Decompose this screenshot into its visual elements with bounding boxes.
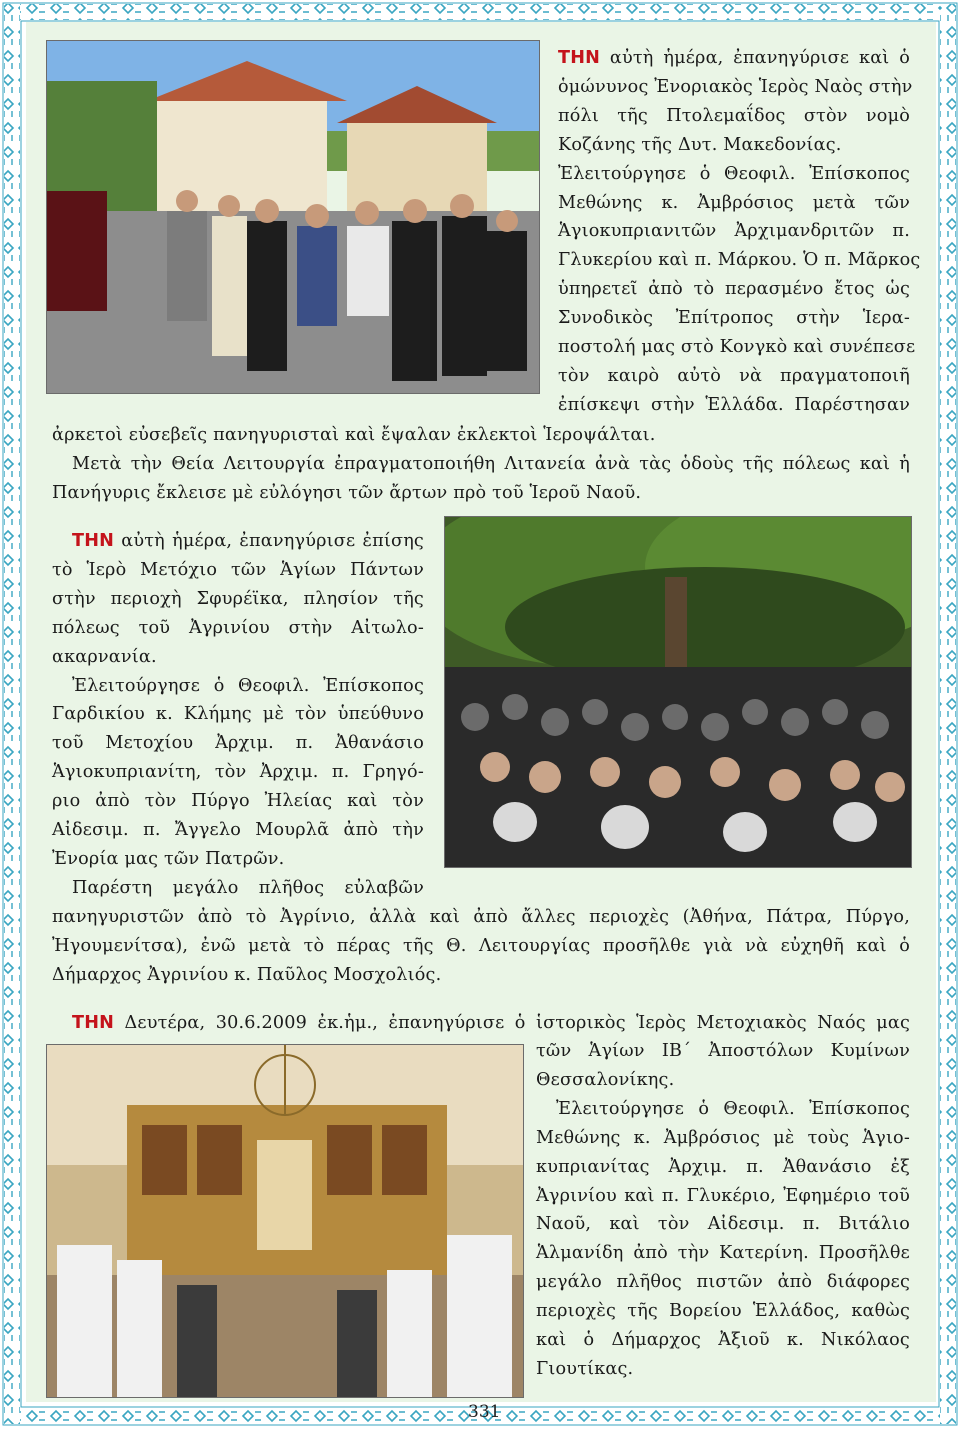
text-line: ακαρνανία. [52, 646, 157, 667]
text-line: πόλεως τοῦ Ἀγρινίου στὴν Αἰτωλο- [52, 617, 424, 638]
text-line: Ἐλειτούργησε ὁ Θεοφιλ. Ἐπίσκοπος [558, 163, 910, 184]
text-line: Θεσσαλονίκης. [536, 1069, 675, 1090]
text-line: μεγάλο πλῆθος πιστῶν ἀπὸ διάφορες [536, 1272, 910, 1293]
text-line: Ἁλμανίδη ἀπὸ τὴν Κατερίνη. Προσῆλθε [536, 1243, 910, 1264]
text-line: Παρέστη μεγάλο πλῆθος εὐλαβῶν [72, 877, 424, 898]
text-line: ποστολή μας στὸ Κονγκὸ καὶ συνέπεσε [558, 337, 916, 358]
text-line: καὶ ὁ Δήμαρχος Ἀξιοῦ κ. Νικόλαος [536, 1330, 910, 1351]
section3-first-line [72, 1009, 910, 1038]
section1-paragraph-continued [52, 421, 910, 508]
text-line: Γιουτίκας. [536, 1358, 634, 1379]
text-line: Μεθώνης κ. Ἀμβρόσιος μὲ τοὺς Ἁγιο- [536, 1127, 910, 1148]
text-line: ὁμώνυνος Ἐνοριακὸς Ἱερὸς Ναὸς στὴν [558, 76, 913, 97]
section2-paragraph [52, 527, 424, 903]
section2-paragraph-continued [52, 903, 910, 990]
text-line: Ἐνορία μας τῶν Πατρῶν. [52, 848, 285, 869]
text-line: τῶν Ἁγίων ΙΒ´ Ἀποστόλων Κυμίνων [536, 1041, 910, 1061]
text-line: Ἁγιοκυπριανίτη, τὸν Ἀρχιμ. π. Γρηγό- [52, 762, 424, 783]
lead-word: ΤΗΝ [72, 1013, 115, 1033]
church-interior-photo [46, 1044, 524, 1398]
page-number: 331 [468, 1402, 501, 1422]
text-line: κυπριανίτας Ἀρχιμ. π. Ἀθανάσιο ἐξ [536, 1156, 910, 1177]
text-line: Αἰδεσιμ. π. Ἄγγελο Μουρλᾶ ἀπὸ τὴν [52, 820, 424, 841]
text-line: Ἐλειτούργησε ὁ Θεοφιλ. Ἐπίσκοπος [556, 1098, 910, 1119]
text-line: Συνοδικὸς Ἐπίτροπος στὴν Ἱερα- [558, 308, 910, 329]
text-line: ἐπίσκεψι στὴν Ἑλλάδα. Παρέστησαν [558, 394, 910, 415]
text-line: Γλυκερίου καὶ π. Μάρκου. Ὁ π. Μᾶρκος [558, 250, 921, 271]
text-line: πόλι τῆς Πτολεμαΐδος στὸν νομὸ [558, 105, 910, 126]
text-line: ριο ἀπὸ τὸν Πύργο Ἠλείας καὶ τὸν [52, 791, 424, 812]
section3-paragraph [536, 1037, 910, 1384]
text-line: τοῦ Μετοχίου Ἀρχιμ. π. Ἀθανάσιο [52, 733, 424, 754]
text-line: Ἐλειτούργησε ὁ Θεοφιλ. Ἐπίσκοπος [72, 675, 424, 696]
procession-photo [46, 40, 540, 394]
text-line: Γαρδικίου κ. Κλήμης μὲ τὸν ὑπεύθυνο [52, 704, 424, 725]
lead-word: ΤΗΝ [72, 531, 115, 551]
text-line: ἀρκετοὶ εὐσεβεῖς πανηγυρισταὶ καὶ ἔψαλαν ἐκλεκτοὶ Ἱεροψάλται. [52, 425, 656, 445]
text-line: Πανήγυρις ἔκλεισε μὲ εὐλόγησι τῶν ἄρτων πρὸ τοῦ Ἱεροῦ Ναοῦ. [52, 482, 642, 503]
section1-paragraph [558, 44, 921, 420]
text-line: Μετὰ τὴν Θεία Λειτουργία ἐπραγματοποιήθη Λιτανεία ἀνὰ τὰς ὁδοὺς τῆς πόλεως καὶ ἡ [72, 453, 910, 474]
text-line: Κοζάνης τῆς Δυτ. Μακεδονίας. [558, 134, 842, 155]
text-line: Ναοῦ, καὶ τὸν Αἰδεσιμ. π. Βιτάλιο [536, 1214, 910, 1235]
lead-word: ΤΗΝ [558, 48, 601, 68]
text-line: Ἁγιοκυπριανιτῶν Ἀρχιμανδριτῶν π. [558, 221, 910, 242]
text-line: ὑπηρετεῖ ἀπὸ τὸ περασμένο ἔτος ὡς [558, 279, 910, 300]
text-line: Ἀγρινίου καὶ π. Γλυκέριο, Ἐφημέριο τοῦ [536, 1185, 910, 1206]
text-line: ΤΗΝ Δευτέρα, 30.6.2009 ἐκ.ἡμ., ἐπανηγύρισε ὁ ἱστορικὸς Ἱερὸς Μετοχιακὸς Ναός μας [72, 1013, 910, 1033]
text-line: Ἠγουμενίτσα), ἐνῶ μετὰ τὸ πέρας τῆς Θ. Λειτουργίας προσῆλθε γιὰ νὰ εὐχηθῆ καὶ ὁ [52, 935, 910, 956]
text-line: Μεθώνης κ. Ἀμβρόσιος μετὰ τῶν [558, 192, 910, 213]
text-line: Δήμαρχος Ἀγρινίου κ. Παῦλος Μοσχολιός. [52, 964, 442, 985]
text-line: ΤΗΝ αὐτὴ ἡμέρα, ἐπανηγύρισε καὶ ὁ [558, 48, 910, 68]
text-line: τὸ Ἱερὸ Μετόχιο τῶν Ἁγίων Πάντων [52, 559, 424, 580]
crowd-photo [444, 516, 912, 868]
text-line: περιοχὲς τῆς Βορείου Ἑλλάδος, καθὼς [536, 1301, 910, 1322]
text-line: πανηγυριστῶν ἀπὸ τὸ Ἀγρίνιο, ἀλλὰ καὶ ἀπὸ ἄλλες περιοχὲς (Ἀθήνα, Πάτρα, Πύργο, [52, 907, 910, 927]
text-line: στὴν περιοχὴ Σφυρέϊκα, πλησίον τῆς [52, 588, 424, 609]
text-line: ΤΗΝ αὐτὴ ἡμέρα, ἐπανηγύρισε ἐπίσης [72, 531, 424, 551]
text-line: τὸν καιρὸ αὐτὸ νὰ πραγματοποιῆ [558, 365, 910, 386]
